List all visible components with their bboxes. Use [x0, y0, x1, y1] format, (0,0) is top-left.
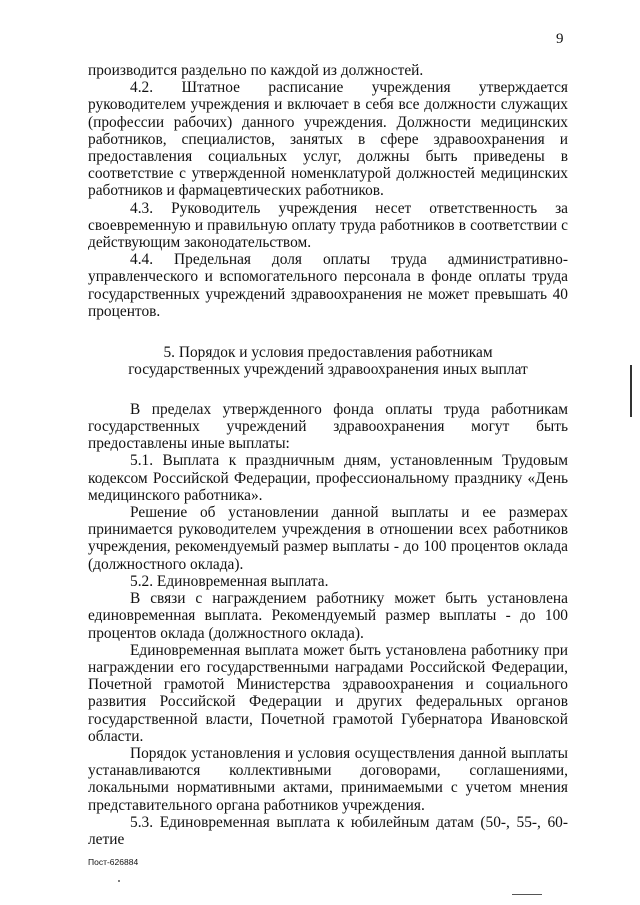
page-number: 9	[556, 31, 564, 47]
paragraph-5-1-decision: Решение об установлении данной выплаты и ее размерах принимается руководителем учреждения в отношении всех работников учреждения, рекомендуемый размер выплаты - до 100 процентов оклада (должностного оклада).	[88, 504, 568, 573]
scan-artifact-dot	[512, 894, 542, 895]
paragraph-4-2: 4.2. Штатное расписание учреждения утверждается руководителем учреждения и включает в себя все должности служащих (профессии рабочих) данного учреждения. Должности медицинских работников, специалистов, занятых в сфере здравоохранения и предоставления социальных услуг, должны быть приведены в соответствие с утвержденной номенклатурой должностей медицинских работников и фармацевтических работников.	[88, 79, 568, 200]
section-5-heading	[88, 344, 568, 379]
paragraph-4-3: 4.3. Руководитель учреждения несет ответственность за своевременную и правильную оплату труда работников в соответствии с действующим законодательством.	[88, 199, 568, 252]
document-body	[88, 62, 568, 848]
paragraph-5-2-conditions: Единовременная выплата может быть установлена работнику при награждении его государственными наградами Российской Федерации, Почетной грамотой Министерства здравоохранения и социального развития Российской Федерации и других федеральных органов государственной власти, Почетной грамотой Губернатора Ивановской области.	[88, 641, 568, 745]
document-footer-code: Пост-626884	[88, 857, 139, 867]
section-intro-paragraph: В пределах утвержденного фонда оплаты труда работникам государственных учреждений здравоохранения могут быть предоставлены иные выплаты:	[88, 400, 568, 453]
scan-margin-mark	[630, 365, 632, 417]
paragraph-5-2-procedure: Порядок установления и условия осуществления данной выплаты устанавливаются коллективными договорами, соглашениями, локальными нормативными актами, принимаемыми с учетом мнения представительного органа работников учреждения.	[88, 744, 568, 814]
paragraph-continuation: производится раздельно по каждой из должностей.	[88, 62, 424, 79]
scan-artifact-dot	[118, 880, 120, 882]
section-heading-line-1: 5. Порядок и условия предоставления работникам	[163, 344, 493, 362]
paragraph-5-3: 5.3. Единовременная выплата к юбилейным датам (50-, 55-, 60-летие	[88, 813, 568, 848]
section-heading-line-2: государственных учреждений здравоохранения иных выплат	[128, 361, 528, 379]
paragraph-5-2-award: В связи с награждением работнику может быть установлена единовременная выплата. Рекомендуемый размер выплаты - до 100 процентов оклада (должностного оклада).	[88, 590, 568, 642]
paragraph-5-1: 5.1. Выплата к праздничным дням, установленным Трудовым кодексом Российской Федерации, профессиональному празднику «День медицинского работника».	[88, 452, 568, 504]
paragraph-4-4: 4.4. Предельная доля оплаты труда административно-управленческого и вспомогательного персонала в фонде оплаты труда государственных учреждений здравоохранения не может превышать 40 процентов.	[88, 251, 568, 320]
paragraph-5-2: 5.2. Единовременная выплата.	[130, 572, 329, 590]
